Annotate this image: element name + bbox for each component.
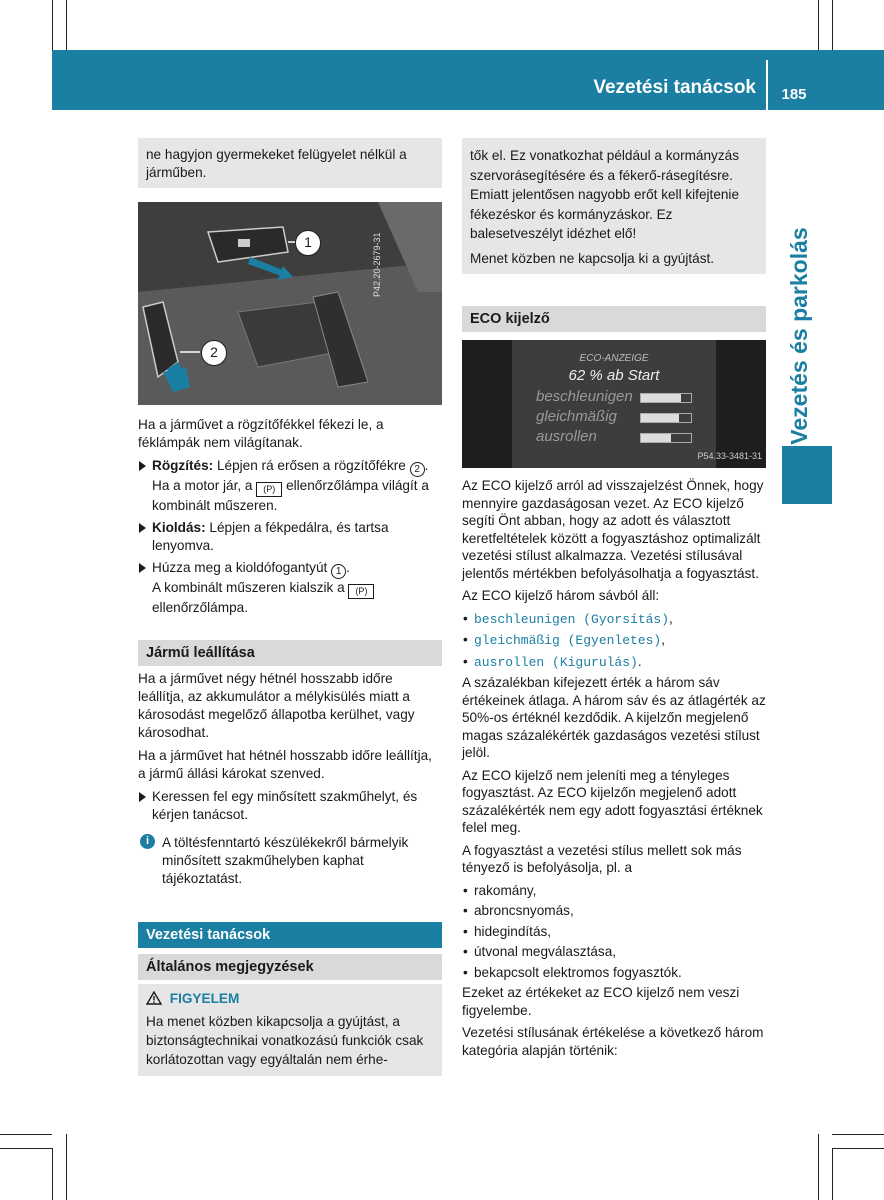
factor-item: • útvonal megválasztása, [462,943,766,961]
right-para-3: A százalékban kifejezett érték a három sáv értékeinek átlaga. A három sáv és az átlagérték az 50%-os értéknél kezdődik. A kijelzőn megjelenő magas százalékérték gazdaságos vezetési stílust jelöl. [462,675,766,760]
crop-mark [832,0,833,50]
eco-row-label: beschleunigen [536,388,633,405]
warning-text: Ha menet közben kikapcsolja a gyújtást, a biztonságtechnikai vonatkozású funkciók csak korlátozottan vagy egyáltalán nem érhe- [146,1014,424,1067]
eco-display-code: P54.33-3481-31 [697,451,762,461]
step-handle-text: Húzza meg a kioldófogantyút [152,560,328,575]
step-handle: Húzza meg a kioldófogantyút 1 . A kombinált műszeren kialszik a (P) ellenőrzőlámpa. [138,559,442,617]
section-title-general-notes: Általános megjegyzések [138,954,442,980]
step-lock-label: Rögzítés: [152,458,214,473]
side-chapter-tab [779,227,819,445]
parking-brake-image [138,202,442,405]
section-title-driving-tips: Vezetési tanácsok [138,922,442,948]
header-band [52,50,884,110]
right-para-4: Az ECO kijelző nem jeleníti meg a tényleges fogyasztást. Az ECO kijelzőn megjelenő adott százalékérték nem egy adott fogyasztási értéknek felel meg. [462,767,763,835]
eco-row [536,428,736,448]
left-column-text [138,416,442,621]
step-release-label: Kioldás: [152,520,206,535]
warning-title: FIGYELEM [169,991,240,1006]
page-number: 185 [781,86,807,103]
right-para-6: Ezeket az értékeket az ECO kijelző nem veszi figyelembe. [462,985,740,1018]
factor-item: • abroncsnyomás, [462,902,766,920]
eco-bar-item: • beschleunigen (Gyorsítás), [462,610,766,629]
right-para-5: A fogyasztást a vezetési stílus mellett sok más tényező is befolyásolja, pl. a [462,842,742,875]
step-handle-text-3: ellenőrzőlámpa. [152,600,248,615]
crop-mark [832,1134,884,1135]
left-para-1: Ha a járművet a rögzítőfékkel fékezi le, a féklámpák nem világítanak. [138,417,384,450]
parking-brake-illustration [138,202,442,405]
warning-box [138,984,442,1076]
side-chapter-label: Vezetés és parkolás [786,227,812,445]
right-para-2: Az ECO kijelző három sávból áll: [462,588,660,603]
left-para-2: Ha a járművet négy hétnél hosszabb időre leállítja, az akkumulátor a mélykisülés miatt a károsodást megelőző állapotba kerülhet, vagy károsodhat. [138,671,415,740]
left-column-text-2 [138,670,442,888]
eco-display-value: 62 % ab Start [568,367,660,384]
right-continuation-box [462,138,766,274]
crop-mark [52,0,53,50]
crop-mark [52,1148,53,1200]
section-title-vehicle-storage: Jármű leállítása [138,640,442,666]
header-title: Vezetési tanácsok [593,77,756,98]
parking-brake-icon: (P) [256,482,282,497]
ref-2: 2 [410,462,425,477]
factor-item: • rakomány, [462,882,766,900]
parking-brake-icon: (P) [348,584,374,599]
step-lock: Rögzítés: Lépjen rá erősen a rögzítőfékre 2 . Ha a motor jár, a (P) ellenőrzőlámpa világít a kombinált műszeren. [138,457,442,515]
callout-2: 2 [201,340,227,366]
crop-mark [818,0,819,50]
eco-display-image [462,340,766,468]
eco-display-title: ECO-ANZEIGE [579,353,649,364]
factor-item: • bekapcsolt elektromos fogyasztók. [462,964,766,982]
step-handle-text-2: A kombinált műszeren kialszik a [152,580,345,595]
step-lock-text: Lépjen rá erősen a rögzítőfékre [216,458,406,473]
crop-mark [0,1134,52,1135]
crop-mark [832,1148,833,1200]
side-chapter-block [782,446,832,504]
info-icon: i [140,834,155,849]
crop-mark [66,1134,67,1200]
eco-row-bar [640,393,692,403]
step-lock-text-2: Ha a motor jár, a [152,478,253,493]
warning-triangle-icon [146,991,162,1005]
ref-1: 1 [331,564,346,579]
eco-bar-item: • ausrollen (Kigurulás). [462,653,766,672]
step-lock-text-3: ellenőrzőlámpa világít a kombinált műszeren. [152,478,429,513]
step-release [138,519,442,555]
eco-row [536,408,736,428]
eco-row-label: ausrollen [536,428,597,445]
right-column-text [462,477,766,1064]
info-note [138,834,442,888]
crop-mark [832,1148,884,1149]
crop-mark [66,0,67,50]
left-para-3: Ha a járművet hat hétnél hosszabb időre leállítja, a jármű állási károkat szenved. [138,748,432,781]
crop-mark [818,1134,819,1200]
right-para-1: Az ECO kijelző arról ad visszajelzést Önnek, hogy mennyire gazdaságosan vezet. Az ECO kijelző segíti Önt abban, hogy az adott és választott keretfeltételek között a fogyasztáshoz optimalizált vezetési stílust alkalmazza. Vezetési stílusával jelentős mértékben befolyásolhatja a fogyasztást. [462,478,764,581]
step-release-text: Lépjen a fékpedálra, és tartsa lenyomva. [152,520,389,553]
right-continuation-text-2: Menet közben ne kapcsolja ki a gyújtást. [470,250,715,266]
right-para-7: Vezetési stílusának értékelése a következő három kategória alapján történik: [462,1025,764,1058]
eco-row-bar [640,433,692,443]
crop-mark [0,1148,52,1149]
left-continuation-box [138,138,442,188]
eco-row-bar [640,413,692,423]
eco-row-label: gleichmäßig [536,408,617,425]
callout-1: 1 [295,230,321,256]
factor-item: • hidegindítás, [462,923,766,941]
eco-bar-item: • gleichmäßig (Egyenletes), [462,631,766,650]
info-text: A töltésfenntartó készülékekről bármelyik minősített szakműhelyben kaphat tájékoztatást. [162,835,409,886]
right-continuation-text: tők el. Ez vonatkozhat például a kormányzás szervorásegítésére és a fékerő-rásegítésre. Emiatt jelentősen nagyobb erőt kell kifejtenie fékezéskor és kormányzáskor. Ez balesetveszélyt idézhet elő! [470,148,740,241]
step-workshop: Keressen fel egy minősített szakműhelyt, és kérjen tanácsot. [138,788,442,824]
header-separator [766,60,768,110]
left-continuation-text: ne hagyjon gyermekeket felügyelet nélkül a járműben. [146,147,407,180]
warning-header [146,990,434,1008]
eco-row [536,388,736,408]
image-code: P42.20-2679-31 [372,232,382,297]
section-title-eco-display: ECO kijelző [462,306,766,332]
